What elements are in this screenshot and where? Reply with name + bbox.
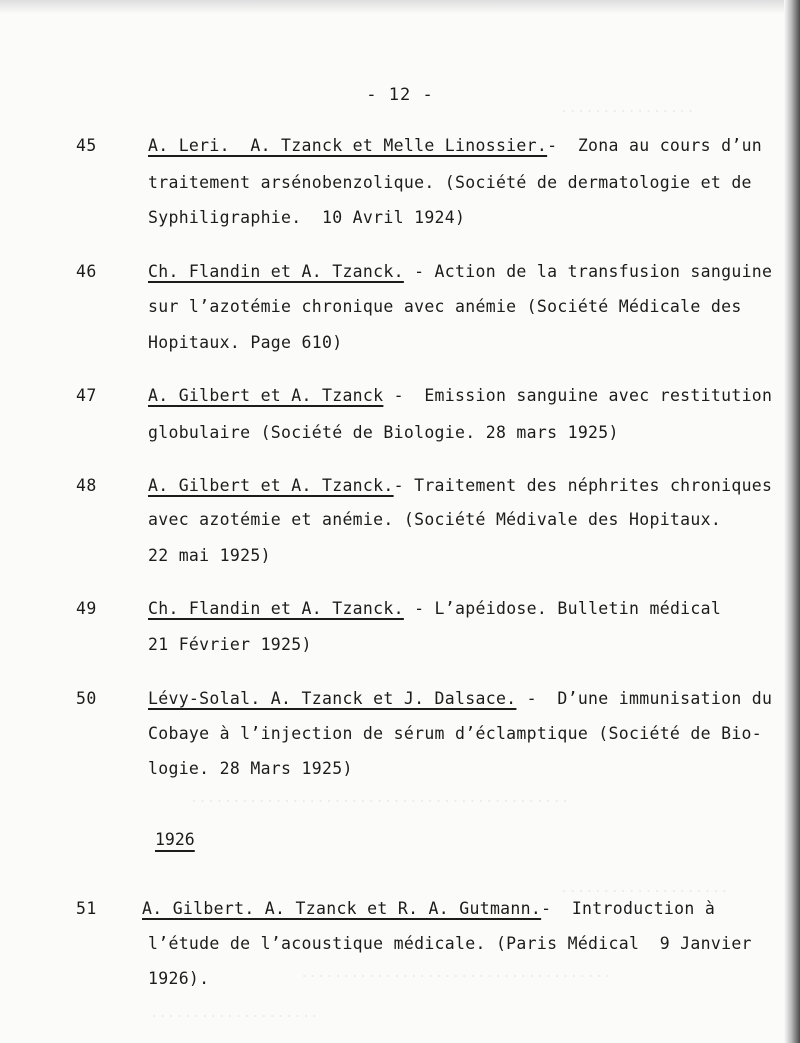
scan-right-edge-shadow — [784, 0, 800, 1043]
entry-first-line — [148, 262, 772, 281]
entry-first-line — [148, 136, 762, 155]
entry-number: 50 — [76, 689, 97, 708]
entry-text: l’étude de l’acoustique médicale. (Paris Médical 9 Janvier — [148, 934, 752, 953]
entry-text: sur l’azotémie chronique avec anémie (Société Médicale des — [148, 297, 742, 316]
entry-authors: Lévy-Solal. A. Tzanck et J. Dalsace. — [148, 689, 517, 708]
entry-authors: A. Gilbert et A. Tzanck — [148, 386, 384, 405]
show-through-text: ................ — [560, 100, 695, 116]
entry-text: - Emission sanguine avec restitution — [383, 386, 773, 405]
entry-text: globulaire (Société de Biologie. 28 mars 1925) — [148, 423, 619, 442]
entry-first-line — [142, 899, 715, 918]
entry-first-line — [148, 599, 721, 618]
entry-text: - Action de la transfusion sanguine — [403, 262, 773, 281]
entry-number: 47 — [76, 386, 97, 405]
entry-number: 49 — [76, 599, 97, 618]
entry-number: 48 — [76, 476, 97, 495]
entry-authors: Ch. Flandin et A. Tzanck. — [148, 599, 404, 618]
entry-text: 21 Février 1925) — [148, 635, 312, 654]
entry-authors: A. Gilbert. A. Tzanck et R. A. Gutmann. — [142, 899, 542, 918]
entry-text: avec azotémie et anémie. (Société Médivale des Hopitaux. — [148, 510, 722, 529]
entry-first-line — [148, 476, 772, 495]
show-through-text: ............................................. — [190, 790, 570, 806]
entry-authors: A. Leri. A. Tzanck et Melle Linossier. — [148, 136, 548, 155]
entry-first-line — [148, 689, 772, 708]
entry-number: 45 — [76, 136, 97, 155]
entry-text: - Introduction à — [541, 899, 716, 918]
entry-text: logie. 28 Mars 1925) — [148, 759, 353, 778]
entry-first-line — [148, 386, 772, 405]
page-number: - 12 - — [366, 85, 434, 105]
entry-text: Syphiligraphie. 10 Avril 1924) — [148, 208, 466, 227]
entry-text: Cobaye à l’injection de sérum d’éclamptique (Société de Bio- — [148, 724, 763, 743]
entry-text: traitement arsénobenzolique. (Société de dermatologie et de — [148, 173, 752, 192]
entry-authors: Ch. Flandin et A. Tzanck. — [148, 262, 404, 281]
entry-text: - L’apéidose. Bulletin médical — [403, 599, 722, 618]
show-through-text: .................... — [150, 1005, 319, 1021]
entry-text: - Traitement des néphrites chroniques — [393, 476, 773, 495]
year-heading: 1926 — [155, 830, 195, 849]
entry-text: 1926). — [148, 969, 210, 988]
scan-top-shadow — [0, 0, 800, 14]
entry-number: 51 — [76, 899, 97, 918]
entry-number: 46 — [76, 262, 97, 281]
entry-authors: A. Gilbert et A. Tzanck. — [148, 476, 394, 495]
entry-text: - D’une immunisation du — [516, 689, 773, 708]
show-through-text: .................... — [560, 880, 729, 896]
entry-text: Hopitaux. Page 610) — [148, 333, 343, 352]
show-through-text: ..................................... — [300, 965, 612, 981]
entry-text: 22 mai 1925) — [148, 546, 271, 565]
entry-text: - Zona au cours d’un — [547, 136, 763, 155]
